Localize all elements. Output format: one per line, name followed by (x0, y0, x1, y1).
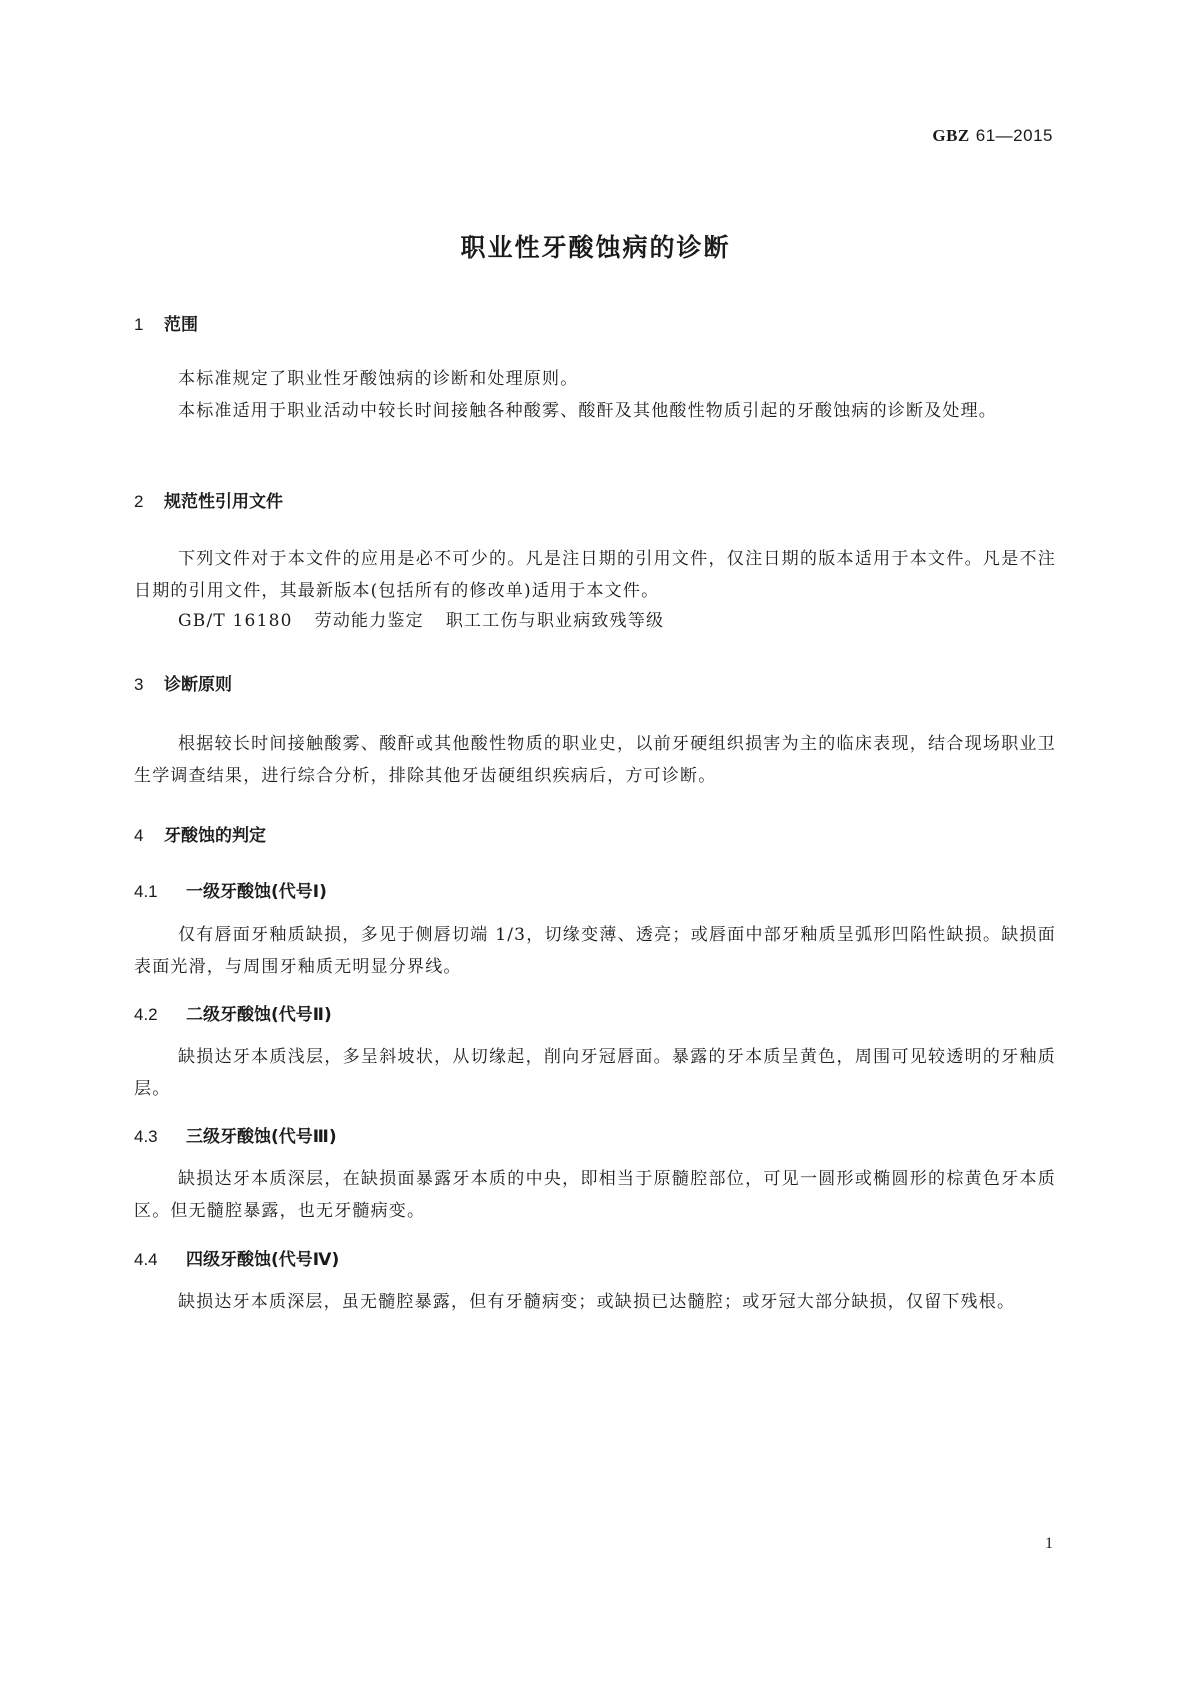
subsection-heading-4-4 (134, 1245, 339, 1270)
section-number: 3 (134, 675, 144, 694)
section-1-paragraph-1: 本标准规定了职业性牙酸蚀病的诊断和处理原则。 (178, 369, 579, 389)
section-heading-3 (134, 670, 232, 695)
reference-desc: 职工工伤与职业病致残等级 (445, 611, 665, 631)
section-title: 规范性引用文件 (164, 492, 283, 512)
section-title: 诊断原则 (164, 675, 232, 695)
section-number: 1 (134, 315, 144, 334)
reference-code: GB/T 16180 (178, 611, 293, 631)
reference-name: 劳动能力鉴定 (314, 611, 424, 631)
section-1-paragraph-2: 本标准适用于职业活动中较长时间接触各种酸雾、酸酐及其他酸性物质引起的牙酸蚀病的诊断及处理。 (178, 401, 997, 421)
subsection-4-2-text: 缺损达牙本质浅层，多呈斜坡状，从切缘起，削向牙冠唇面。暴露的牙本质呈黄色，周围可见较透明的牙釉质层。 (134, 1047, 1056, 1099)
section-heading-4 (134, 821, 266, 846)
subsection-heading-4-3 (134, 1122, 337, 1147)
subsection-title: 四级牙酸蚀(代号Ⅳ) (186, 1250, 340, 1270)
normative-reference (134, 605, 1056, 637)
section-heading-2 (134, 487, 283, 512)
subsection-number: 4.2 (134, 1005, 158, 1024)
subsection-4-3-text: 缺损达牙本质深层，在缺损面暴露牙本质的中央，即相当于原髓腔部位，可见一圆形或椭圆形的棕黄色牙本质区。但无髓腔暴露，也无牙髓病变。 (134, 1169, 1056, 1221)
subsection-heading-4-2 (134, 1000, 332, 1025)
subsection-number: 4.3 (134, 1127, 158, 1146)
subsection-heading-4-1 (134, 877, 327, 902)
standard-code (932, 126, 1053, 146)
subsection-4-4-text: 缺损达牙本质深层，虽无髓腔暴露，但有牙髓病变；或缺损已达髓腔；或牙冠大部分缺损，仅留下残根。 (178, 1292, 1016, 1312)
section-2-paragraph-1: 下列文件对于本文件的应用是必不可少的。凡是注日期的引用文件，仅注日期的版本适用于本文件。凡是不注日期的引用文件，其最新版本(包括所有的修改单)适用于本文件。 (134, 549, 1056, 601)
section-heading-1 (134, 310, 198, 335)
standard-number: 61—2015 (975, 126, 1053, 145)
section-title: 牙酸蚀的判定 (164, 826, 266, 846)
subsection-title: 一级牙酸蚀(代号Ⅰ) (186, 882, 327, 902)
document-title: 职业性牙酸蚀病的诊断 (460, 233, 731, 262)
section-number: 2 (134, 492, 144, 511)
standard-prefix: GBZ (932, 126, 970, 145)
subsection-title: 二级牙酸蚀(代号Ⅱ) (186, 1005, 332, 1025)
subsection-title: 三级牙酸蚀(代号Ⅲ) (186, 1127, 337, 1147)
section-title: 范围 (164, 315, 198, 335)
page-number: 1 (1045, 1535, 1053, 1552)
subsection-number: 4.4 (134, 1250, 158, 1269)
subsection-4-1-text: 仅有唇面牙釉质缺损，多见于侧唇切端 1/3，切缘变薄、透亮；或唇面中部牙釉质呈弧形凹陷性缺损。缺损面表面光滑，与周围牙釉质无明显分界线。 (134, 925, 1056, 977)
subsection-number: 4.1 (134, 882, 158, 901)
section-number: 4 (134, 826, 144, 845)
section-3-paragraph-1: 根据较长时间接触酸雾、酸酐或其他酸性物质的职业史，以前牙硬组织损害为主的临床表现，结合现场职业卫生学调查结果，进行综合分析，排除其他牙齿硬组织疾病后，方可诊断。 (134, 734, 1056, 786)
